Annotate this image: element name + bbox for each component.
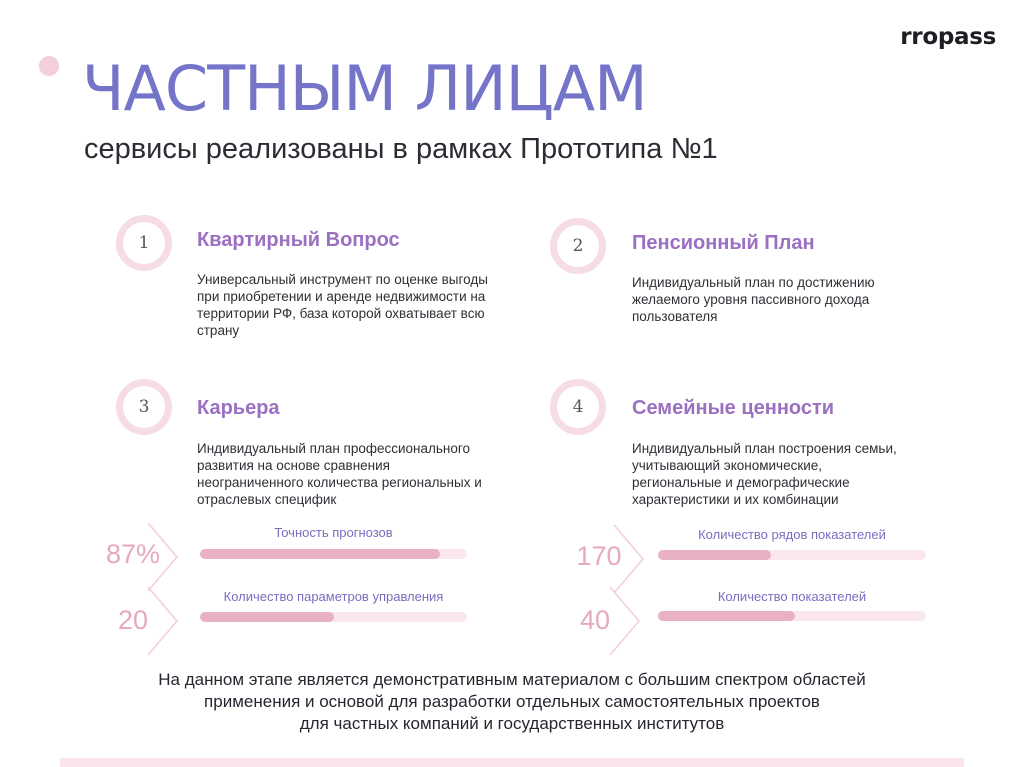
page-title: ЧАСТНЫМ ЛИЦАМ xyxy=(82,52,647,125)
progress-fill xyxy=(658,550,771,560)
summary-text xyxy=(60,669,964,735)
service-number-circle: 4 xyxy=(550,379,606,435)
stat-label: Точность прогнозов xyxy=(274,525,393,540)
summary-line: для частных компаний и государственных институтов xyxy=(299,714,725,733)
stat-value: 170 xyxy=(576,541,622,571)
progress-fill xyxy=(200,612,334,622)
stat-value: 40 xyxy=(579,605,611,635)
service-number-circle: 2 xyxy=(550,218,606,274)
progress-fill xyxy=(658,611,795,621)
progress-bar xyxy=(658,611,926,621)
service-number-circle: 1 xyxy=(116,215,172,271)
service-number-circle: 3 xyxy=(116,379,172,435)
progress-bar xyxy=(658,550,926,560)
service-title: Карьера xyxy=(197,397,280,419)
summary-line: применения и основой для разработки отдельных самостоятельных проектов xyxy=(204,692,820,711)
service-description: Индивидуальный план по достижению желаемого уровня пассивного дохода пользователя xyxy=(632,275,875,324)
summary-line: На данном этапе является демонстративным материалом с большим спектром областей xyxy=(158,670,866,689)
footer-strip xyxy=(60,758,964,767)
service-title: Пенсионный План xyxy=(632,232,815,254)
service-title: Семейные ценности xyxy=(632,397,835,419)
stat-label: Количество параметров управления xyxy=(223,589,444,604)
progress-bar xyxy=(200,549,467,559)
page-subtitle: сервисы реализованы в рамках Прототипа №1 xyxy=(84,133,718,165)
decorative-dot xyxy=(39,56,59,76)
service-title: Квартирный Вопрос xyxy=(197,229,400,251)
stat-label: Количество показателей xyxy=(717,589,867,604)
service-description: Индивидуальный план построения семьи, учитывающий экономические, региональные и демографические характеристики и их комбинации xyxy=(632,441,897,507)
stat-value: 87% xyxy=(105,539,161,569)
service-description: Универсальный инструмент по оценке выгоды при приобретении и аренде недвижимости на территории РФ, база которой охватывает всю страну xyxy=(197,272,488,338)
progress-fill xyxy=(200,549,440,559)
stat-value: 20 xyxy=(117,605,149,635)
stat-label: Количество рядов показателей xyxy=(698,527,886,542)
progress-bar xyxy=(200,612,467,622)
chevron-right-icon xyxy=(608,585,642,657)
chevron-right-icon xyxy=(146,521,180,593)
brand-logo: rropass xyxy=(900,24,996,50)
service-description: Индивидуальный план профессионального развития на основе сравнения неограниченного количества региональных и отраслевых специфик xyxy=(197,441,482,507)
chevron-right-icon xyxy=(146,585,180,657)
